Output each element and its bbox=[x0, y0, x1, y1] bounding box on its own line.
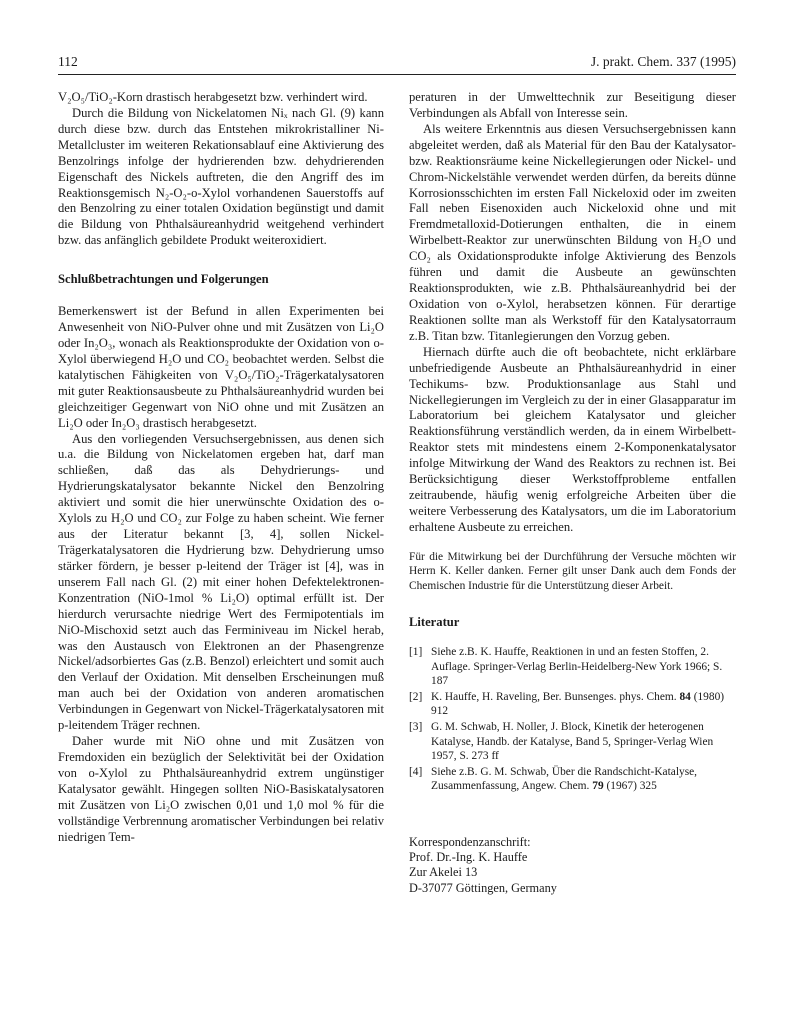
reference-text: Siehe z.B. G. M. Schwab, Über die Randschicht-Katalyse, Zusammenfassung, Angew. Chem. 79 (1967) 325 bbox=[431, 765, 698, 793]
page-number: 112 bbox=[58, 54, 78, 69]
left-column bbox=[58, 90, 384, 845]
section-heading: Schlußbetrachtungen und Folgerungen bbox=[58, 272, 269, 287]
reference-number: [3] bbox=[409, 720, 423, 733]
paragraph: Als weitere Erkenntnis aus diesen Versuchsergebnissen kann abgeleitet werden, daß als Material für den Bau der Katalysator- bzw. Reaktionsräume keine Nickellegierungen oder Nickel- und Chrom-Nickelstähle verwendet werden dürfen, da bereits dünne Korrosionsschichten im ersten Fall Nickeloxid oder im zweiten Fall neben Eisenoxiden auch Nickeloxid ohne und mit Fremdmetalloxid-Dotierungen enthalten, die in einem Wirbelbett-Reaktor zur unerwünschten Bildung von H₂O und CO₂ als Oxidationsprodukte infolge Aktivierung des Benzols führen und damit die Ausbeute an gewünschten Reaktionsprodukten, wie z.B. Phthalsäureanhydrid bei der Oxidation von o-Xylol, herabsetzen können. Für derartige Reaktionen sollte man als Werkstoff für den Katalysatorraum z.B. Titan bzw. Titanlegierungen den Vorzug geben. bbox=[409, 121, 736, 343]
reference-item bbox=[409, 720, 736, 764]
acknowledgement: Für die Mitwirkung bei der Durchführung der Versuche möchten wir Herrn K. Keller danken. Ferner gilt unser Dank auch dem Fonds der Chemischen Industrie für die Unterstützung dieser Arbeit. bbox=[409, 550, 736, 592]
reference-text: G. M. Schwab, H. Noller, J. Block, Kinetik der heterogenen Katalyse, Handb. der Katalyse, Band 5, Springer-Verlag Wien 1957, S. 273 ff bbox=[431, 720, 714, 763]
header-rule bbox=[58, 74, 736, 75]
paragraph: Durch die Bildung von Nickelatomen Niₓ nach Gl. (9) kann durch diese bzw. durch das Entstehen mikrokristalliner Ni-Metallcluster im weiteren Rekationsablauf eine Aktivierung des Benzolrings infolge der hydrierenden bzw. dehydrierenden Eigenschaft des Nickels auftreten, die den Angriff des im Reaktionsgemisch N₂-O₂-o-Xylol vorhandenen Sauerstoffs auf den Benzolring zu einer totalen Oxidation begünstigt und damit die Bildung von Phthalsäureanhydrid weitgehend verhindert bzw. das anfänglich gebildete Produkt weiteroxidiert. bbox=[58, 105, 384, 248]
paragraph: Bemerkenswert ist der Befund in allen Experimenten bei Anwesenheit von NiO-Pulver ohne und mit Zusätzen von Li₂O oder In₂O₃, wonach als Reaktionsprodukte der Oxidation von o-Xylol überwiegend H₂O und CO₂ beobachtet werden. Selbst die katalytischen Fähigkeiten von V₂O₅/TiO₂-Trägerkatalysatoren mit guter Reaktionsausbeute zu Phthalsäureanhydrid wurden bei gleichzeitiger Gegenwart von NiO ohne und mit Zusätzen an Li₂O oder In₂O₃ drastisch herabgesetzt. bbox=[58, 304, 384, 430]
reference-number: [1] bbox=[409, 645, 423, 658]
literature-heading: Literatur bbox=[409, 615, 460, 630]
reference-item bbox=[409, 645, 736, 689]
paragraph: Hiernach dürfte auch die oft beobachtete, nicht erklärbare unbefriedigende Ausbeute an Phthalsäureanhydrid in einer Techikums- bzw. Produktionsanlage aus Stahl und Nickellegierungen im Vergleich zu der in einer Glasapparatur im Laboratorium bei gleichem Katalysator und gleicher Reaktionsführung verständlich werden, da in einem Wirbelbett-Reaktor stets mit mindestens einem 2-Komponenkatalysator infolge Mitwirkung der Wand des Reaktors zu rechnen ist. Bei Berücksichtigung dieser Werkstoffprobleme entfallen zeitraubende, häufig wenig erfolgreiche Arbeiten über die weitere Verbesserung des Katalysators, um die im Laboratorium erhaltene Ausbeute zu erreichen. bbox=[409, 344, 736, 534]
journal-citation: J. prakt. Chem. 337 (1995) bbox=[590, 54, 736, 69]
address-name: Prof. Dr.-Ing. K. Hauffe bbox=[409, 850, 528, 865]
right-column bbox=[409, 90, 736, 896]
paragraph-continued: peraturen in der Umwelttechnik zur Beseitigung dieser Verbindungen als Abfall von Interesse sein. bbox=[409, 90, 736, 120]
reference-item bbox=[409, 765, 736, 794]
reference-text: Siehe z.B. K. Hauffe, Reaktionen in und an festen Stoffen, 2. Auflage. Springer-Verlag Berlin-Heidelberg-New York 1966; S. 187 bbox=[431, 645, 723, 688]
address-street: Zur Akelei 13 bbox=[409, 865, 478, 880]
paragraph: Daher wurde mit NiO ohne und mit Zusätzen von Fremdoxiden ein bezüglich der Selektivität bei der Oxidation von o-Xylol zu Phthalsäureanhydrid extrem ungünstiger Katalysator gewählt. Hingegen sollten NiO-Basiskatalysatoren mit Zusätzen von Li₂O zwischen 0,01 und 1,0 mol % für die vollständige Verbrennung aromatischer Verbindungen bei relativ niedrigen Tem- bbox=[58, 734, 384, 844]
reference-list bbox=[409, 645, 736, 794]
reference-text: K. Hauffe, H. Raveling, Ber. Bunsenges. phys. Chem. 84 (1980) 912 bbox=[431, 690, 725, 718]
address-label: Korrespondenzanschrift: bbox=[409, 834, 531, 849]
address-city: D-37077 Göttingen, Germany bbox=[409, 880, 557, 895]
reference-number: [2] bbox=[409, 690, 423, 703]
reference-number: [4] bbox=[409, 765, 423, 778]
paragraph-continued: V₂O₅/TiO₂-Korn drastisch herabgesetzt bzw. verhindert wird. bbox=[58, 90, 368, 104]
correspondence-address bbox=[409, 835, 736, 896]
paragraph: Aus den vorliegenden Versuchsergebnissen, aus denen sich u.a. die Bildung von Nickelatomen ergeben hat, darf man schließen, daß das als Dehydrierungs- und Hydrierungskatalysator bekannte Nickel den Benzolring aktiviert und somit die hier unerwünschte Oxidation des o-Xylols zu H₂O und CO₂ zur Folge zu haben scheint. Wie ferner aus der Literatur bekannt [3, 4], sollen Nickel-Trägerkatalysatoren die Hydrierung bzw. Dehydrierung umso stärker fördern, je besser p-leitend der Träger ist [4], was in unserem Fall nach Gl. (2) mit einer hohen Defektelektronen-Konzentration (NiO-1mol % Li₂O) optimal erfüllt ist. Der hierdurch verursachte niedrige Wert des Fermipotentials im NiO-Mischoxid setzt auch das Ferminiveau im Nickel herab, was den Austausch von Elektronen an der Phasengrenze Nickel/adsorbiertes Gas (z.B. Benzol) erleichtert und somit auch den Verlauf der Oxidation. Mit denselben Erscheinungen muß man auch bei der Oxidation von anderen aromatischen Verbindungen in Gegenwart von Nickel-Trägerkatalysatoren mit p-leitendem Träger rechnen. bbox=[58, 431, 384, 733]
reference-item bbox=[409, 690, 736, 719]
